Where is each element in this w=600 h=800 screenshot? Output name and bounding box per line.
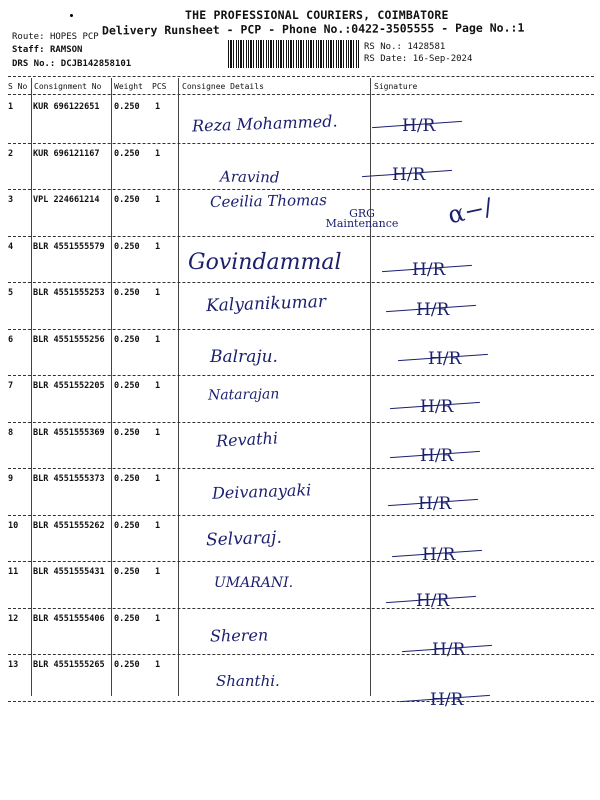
row-signature-mark: H/R <box>412 259 446 280</box>
row-weight: 0.250 <box>114 195 140 205</box>
route-value: HOPES PCP <box>49 32 99 42</box>
row-consignee-handwriting: Ceeilia Thomas <box>209 190 328 212</box>
row-separator <box>8 422 594 423</box>
row-separator <box>8 282 594 283</box>
drs-value: DCJB142858101 <box>60 59 132 69</box>
row-separator <box>8 329 594 330</box>
row-consignee-handwriting: Shanthi. <box>216 672 280 690</box>
row-weight: 0.250 <box>114 381 140 391</box>
row-sno: 6 <box>8 334 14 345</box>
staff-line <box>12 45 82 55</box>
row-separator <box>8 654 594 655</box>
row-pcs: 1 <box>155 102 161 112</box>
row-signature-mark: H/R <box>402 116 436 136</box>
row-pcs: 1 <box>155 474 161 484</box>
row-weight: 0.250 <box>114 520 140 531</box>
row-consignee-handwriting: UMARANI. <box>214 575 294 591</box>
row-pcs: 1 <box>155 613 161 624</box>
row-sno: 13 <box>8 660 19 670</box>
row-separator <box>8 515 594 516</box>
drs-line <box>12 59 131 69</box>
row-pcs: 1 <box>155 195 161 205</box>
row-weight: 0.250 <box>114 241 140 252</box>
ink-dot <box>70 14 73 17</box>
row-consignment-no: BLR 4551555265 <box>33 660 105 670</box>
row-consignment-no: KUR 696122651 <box>33 102 100 112</box>
row-weight: 0.250 <box>114 567 140 577</box>
row-sno: 12 <box>8 613 19 624</box>
row-weight: 0.250 <box>114 148 140 159</box>
rs-no-value: 1428581 <box>407 42 446 52</box>
row-separator <box>8 468 594 469</box>
row-signature-note: GRG Maintenance <box>325 207 399 230</box>
rs-no-label: RS No.: <box>364 42 402 52</box>
col-divider-3 <box>178 78 179 696</box>
row-pcs: 1 <box>155 334 161 345</box>
drs-label: DRS No.: <box>12 59 56 69</box>
row-consignment-no: BLR 4551552205 <box>33 381 105 391</box>
row-sno: 5 <box>8 288 14 298</box>
row-sno: 8 <box>8 427 14 438</box>
col-divider-4 <box>370 78 371 696</box>
row-pcs: 1 <box>155 241 161 252</box>
row-signature-mark: H/R <box>418 494 452 514</box>
company-title: THE PROFESSIONAL COURIERS, COIMBATORE <box>185 8 449 22</box>
row-pcs: 1 <box>155 148 161 159</box>
row-separator <box>8 189 594 190</box>
rs-date-line <box>364 54 472 64</box>
row-consignment-no: BLR 4551555406 <box>33 613 105 624</box>
row-sno: 1 <box>8 102 14 112</box>
row-signature-mark: H/R <box>428 348 462 369</box>
col-header-signature: Signature <box>374 82 418 91</box>
row-signature-mark: H/R <box>422 544 456 565</box>
row-separator <box>8 375 594 376</box>
row-signature-mark: H/R <box>420 445 454 466</box>
row-separator <box>8 236 594 237</box>
route-line <box>12 32 99 42</box>
row-consignee-handwriting: Govindammal <box>188 249 342 275</box>
row-signature-mark: H/R <box>430 690 464 710</box>
row-separator <box>8 608 594 609</box>
row-sno: 3 <box>8 195 14 205</box>
row-consignment-no: KUR 696121167 <box>33 148 100 159</box>
route-label: Route: <box>12 32 45 42</box>
row-weight: 0.250 <box>114 102 140 112</box>
table-top-rule <box>8 76 594 77</box>
col-header-sno: S No <box>8 82 28 91</box>
row-sno: 4 <box>8 241 14 252</box>
row-consignment-no: BLR 4551555373 <box>33 474 105 484</box>
col-header-pcs: PCS <box>152 82 167 91</box>
col-header-consignee: Consignee Details <box>182 82 264 91</box>
row-consignee-handwriting: Selvaraj. <box>205 527 283 550</box>
row-consignee-handwriting: Deivanayaki <box>211 480 312 503</box>
row-consignee-handwriting: Sheren <box>209 624 269 646</box>
row-consignment-no: BLR 4551555431 <box>33 567 105 577</box>
col-header-consignment: Consignment No <box>34 82 102 91</box>
row-consignee-handwriting: Kalyanikumar <box>205 291 327 317</box>
row-consignment-no: BLR 4551555262 <box>33 520 105 531</box>
rs-no-line <box>364 42 445 52</box>
row-consignment-no: BLR 4551555253 <box>33 288 105 298</box>
row-weight: 0.250 <box>114 613 140 624</box>
row-weight: 0.250 <box>114 334 140 345</box>
row-consignee-handwriting: Balraju. <box>210 346 278 367</box>
row-signature-scribble: α−/ <box>445 192 495 230</box>
row-sno: 9 <box>8 474 14 484</box>
row-sno: 2 <box>8 148 14 159</box>
staff-label: Staff: <box>12 45 45 55</box>
runsheet-title-line: Delivery Runsheet - PCP - Phone No.:0422-3505555 - Page No.:1 <box>101 20 525 38</box>
col-divider-1 <box>31 78 32 696</box>
barcode <box>228 40 360 68</box>
row-sno: 11 <box>8 567 19 577</box>
row-consignee-handwriting: Reza Mohammed. <box>191 111 338 136</box>
row-consignment-no: VPL 224661214 <box>33 195 100 205</box>
header-bottom-rule <box>8 94 594 95</box>
row-consignment-no: BLR 4551555369 <box>33 427 105 438</box>
col-header-weight: Weight <box>114 82 143 91</box>
row-signature-mark: H/R <box>432 639 466 660</box>
row-consignment-no: BLR 4551555256 <box>33 334 105 345</box>
row-weight: 0.250 <box>114 288 140 298</box>
row-weight: 0.250 <box>114 427 140 438</box>
row-pcs: 1 <box>155 567 161 577</box>
row-signature-mark: H/R <box>392 164 426 185</box>
row-pcs: 1 <box>155 381 161 391</box>
row-consignee-handwriting: Revathi <box>215 427 279 451</box>
row-pcs: 1 <box>155 288 161 298</box>
row-consignment-no: BLR 4551555579 <box>33 241 105 252</box>
row-weight: 0.250 <box>114 660 140 670</box>
col-divider-2 <box>111 78 112 696</box>
row-separator <box>8 561 594 562</box>
row-signature-mark: H/R <box>416 300 450 320</box>
rs-date-value: 16-Sep-2024 <box>412 54 473 64</box>
row-pcs: 1 <box>155 427 161 438</box>
row-consignee-handwriting: Aravind <box>219 166 280 187</box>
row-pcs: 1 <box>155 660 161 670</box>
row-separator <box>8 701 594 702</box>
rs-date-label: RS Date: <box>364 54 408 64</box>
row-consignee-handwriting: Natarajan <box>207 386 280 404</box>
row-sno: 10 <box>8 520 19 531</box>
row-signature-mark: H/R <box>416 591 450 611</box>
row-signature-mark: H/R <box>420 397 454 417</box>
row-pcs: 1 <box>155 520 161 531</box>
row-sno: 7 <box>8 381 14 391</box>
staff-value: RAMSON <box>49 45 83 55</box>
row-weight: 0.250 <box>114 474 140 484</box>
row-separator <box>8 143 594 144</box>
